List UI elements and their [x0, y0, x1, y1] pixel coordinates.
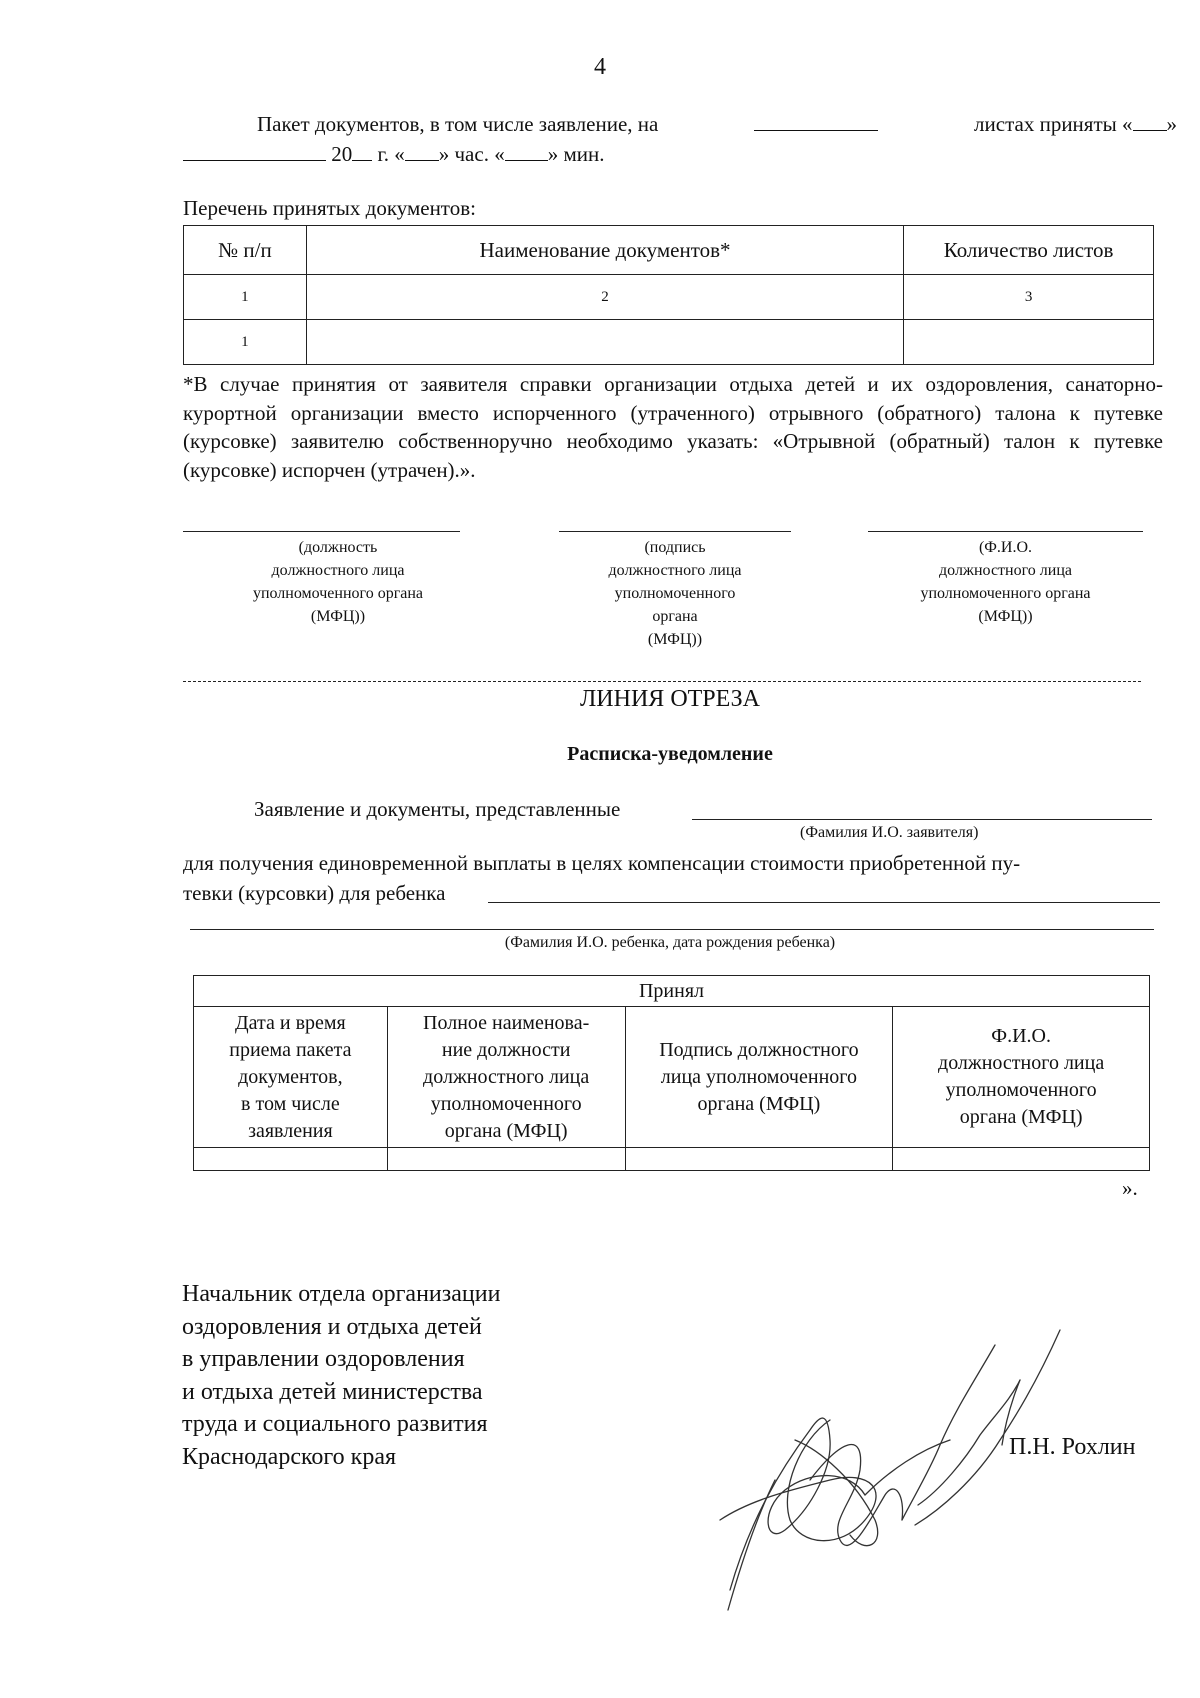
receipt-title: Расписка-уведомление: [567, 743, 773, 765]
acceptance-text-3: »: [1166, 112, 1177, 136]
receipt-line-3: тевки (курсовки) для ребенка: [183, 881, 446, 905]
empty-cell: [387, 1148, 625, 1171]
signatory-title-line: и отдыха детей министерства: [182, 1378, 483, 1405]
header-line: уполномоченного: [945, 1079, 1097, 1101]
caption-line: уполномоченного органа: [252, 585, 424, 602]
child-blank-2: [190, 929, 1154, 930]
header-line: Подпись должностного: [659, 1038, 859, 1061]
hour-blank: [405, 142, 439, 161]
receipt-table-title: Принял: [194, 976, 1150, 1007]
caption-line: (подпись: [644, 539, 706, 556]
signatory-title-line: в управлении оздоровления: [182, 1346, 465, 1372]
signatory-title-line: Начальник отдела организации: [182, 1281, 501, 1307]
signature-field-position: [183, 531, 460, 628]
header-line: заявления: [248, 1119, 333, 1142]
header-document-name: Наименование документов*: [306, 226, 903, 275]
receipt-table-title-row: [194, 976, 1150, 1007]
caption-line: органа: [652, 608, 698, 625]
header-line: органа (МФЦ): [959, 1106, 1083, 1128]
documents-table-numbering: [184, 275, 1154, 320]
header-line: лица уполномоченного: [660, 1065, 857, 1088]
minute-blank: [505, 142, 548, 161]
cut-line-dashes: [183, 681, 1141, 682]
child-blank-1: [488, 902, 1160, 903]
caption-line: уполномоченного: [614, 585, 736, 602]
table-row: [194, 1148, 1150, 1171]
header-official-full-name: [893, 1007, 1150, 1148]
row-sheet-count: [904, 320, 1154, 365]
acceptance-line-2: [183, 142, 604, 167]
month-blank: [183, 142, 326, 161]
caption-line: должностного лица: [608, 562, 742, 579]
header-line: органа (МФЦ): [697, 1092, 821, 1115]
cut-line-label: ЛИНИЯ ОТРЕЗА: [580, 686, 760, 712]
year-blank: [352, 142, 372, 161]
child-caption: (Фамилия И.О. ребенка, дата рождения ребенка): [504, 934, 836, 951]
header-line: Полное наименова-: [423, 1011, 590, 1034]
time-text-2: » час. «: [438, 142, 505, 166]
signatory-title: [182, 1278, 500, 1473]
header-number: № п/п: [184, 226, 307, 275]
caption-line: (МФЦ)): [647, 631, 703, 648]
header-line: уполномоченного: [430, 1092, 582, 1115]
receipt-line-1: Заявление и документы, представленные: [254, 797, 621, 821]
column-number-3: 3: [904, 275, 1154, 320]
handwritten-signature: [690, 1320, 1160, 1620]
header-line: должностного лица: [423, 1065, 590, 1088]
full-name-line: [868, 531, 1143, 532]
caption-line: (Ф.И.О.: [978, 539, 1033, 556]
signatory-name: П.Н. Рохлин: [1009, 1434, 1136, 1460]
acceptance-text-2: листах приняты «: [974, 112, 1133, 136]
empty-cell: [893, 1148, 1150, 1171]
column-number-1: 1: [184, 275, 307, 320]
signature-field-signature: [559, 531, 791, 651]
row-number: 1: [184, 320, 307, 365]
closing-quote: ».: [1122, 1176, 1138, 1200]
caption-line: (должность: [298, 539, 378, 556]
time-text: г. «: [377, 142, 405, 166]
full-name-caption: [868, 536, 1143, 628]
acceptance-sheets-text: [974, 112, 1177, 137]
caption-line: (МФЦ)): [978, 608, 1033, 625]
header-official-position: [387, 1007, 625, 1148]
header-line: приема пакета: [229, 1038, 352, 1061]
header-date-time: [194, 1007, 388, 1148]
signature-caption: [559, 536, 791, 651]
year-prefix: 20: [331, 142, 353, 166]
documents-table-header: [184, 226, 1154, 275]
header-line: в том числе: [241, 1092, 340, 1115]
header-line: ние должности: [441, 1038, 571, 1061]
column-number-2: 2: [306, 275, 903, 320]
sheets-blank: [754, 112, 878, 131]
receipt-table: [193, 975, 1150, 1171]
position-line: [183, 531, 460, 532]
acceptance-text: Пакет документов, в том числе заявление, на: [257, 112, 659, 136]
receipt-table-header-row: [194, 1007, 1150, 1148]
signature-line: [559, 531, 791, 532]
header-line: документов,: [238, 1065, 343, 1088]
header-line: должностного лица: [938, 1052, 1105, 1074]
header-official-signature: [625, 1007, 893, 1148]
signatory-title-line: оздоровления и отдыха детей: [182, 1313, 482, 1340]
signatory-title-line: Краснодарского края: [182, 1443, 397, 1470]
row-document-name: [306, 320, 903, 365]
caption-line: уполномоченного органа: [920, 585, 1091, 602]
caption-line: (МФЦ)): [310, 608, 366, 625]
table-row: [184, 320, 1154, 365]
page-number: 4: [594, 54, 606, 80]
caption-line: должностного лица: [271, 562, 405, 579]
position-caption: [223, 536, 453, 628]
header-sheet-count: Количество листов: [904, 226, 1154, 275]
header-line: Дата и время: [235, 1011, 346, 1034]
header-line: Ф.И.О.: [991, 1025, 1051, 1047]
day-blank: [1133, 112, 1167, 131]
acceptance-line: [257, 112, 1177, 137]
header-line: органа (МФЦ): [444, 1119, 568, 1142]
empty-cell: [194, 1148, 388, 1171]
time-text-3: » мин.: [547, 142, 605, 166]
signatory-title-line: труда и социального развития: [182, 1411, 488, 1437]
signature-field-full-name: [868, 531, 1143, 628]
receipt-line-2: для получения единовременной выплаты в целях компенсации стоимости приобретенной пу-: [183, 851, 1021, 875]
applicant-blank: [692, 819, 1152, 820]
documents-list-title: Перечень принятых документов:: [183, 196, 476, 220]
applicant-caption: (Фамилия И.О. заявителя): [800, 824, 979, 841]
footnote: *В случае принятия от заявителя справки организации отдыха детей и их оздоровления, санаторно-курортной организации вместо испорченного (утраченного) отрывного (обратного) талона к путевке (курсовке) заявителю собственноручно необходимо указать: «Отрывной (обратный) талон к путевке (курсовке) испорчен (утрачен).».: [183, 372, 1163, 482]
empty-cell: [625, 1148, 893, 1171]
documents-table: [183, 225, 1154, 365]
caption-line: должностного лица: [939, 562, 1072, 579]
